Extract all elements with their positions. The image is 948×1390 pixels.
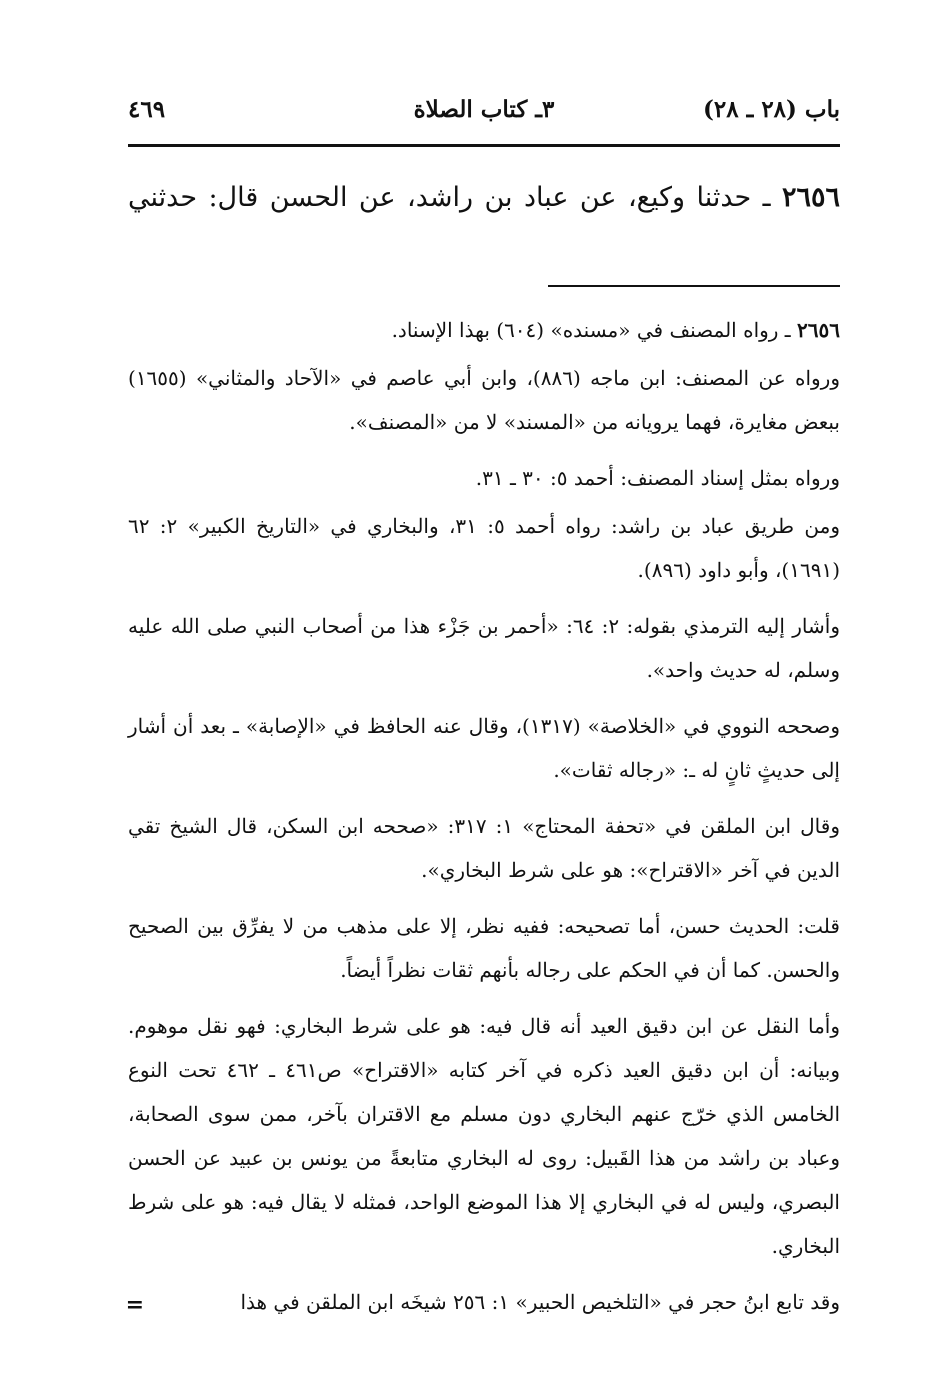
- footnote-paragraph-5: وأشار إليه الترمذي بقوله: ٢: ٦٤: «أحمر بن جَزْء هذا من أصحاب النبي صلى الله عليه وسلم، له حديث واحد».: [128, 614, 840, 682]
- footnote-separator: [548, 285, 840, 287]
- footnote-paragraph-1: ٢٦٥٦ ـ رواه المصنف في «مسنده» (٦٠٤) بهذا الإسناد.: [391, 318, 840, 342]
- page-header: [128, 96, 840, 136]
- book-page: [125, 0, 841, 1390]
- chapter-heading: باب (٢٨ ـ ٢٨): [702, 96, 840, 123]
- header-rule: [128, 144, 840, 147]
- footnote-number: ٢٦٥٦: [797, 318, 840, 342]
- page-number: ٤٦٩: [128, 96, 166, 123]
- footnote-paragraph-7: وقال ابن الملقن في «تحفة المحتاج» ١: ٣١٧: «صححه ابن السكن، قال الشيخ تقي الدين في آخر «الاقتراح»: هو على شرط البخاري».: [128, 814, 840, 882]
- footnote-paragraph-4: ومن طريق عباد بن راشد: رواه أحمد ٥: ٣١، والبخاري في «التاريخ الكبير» ٢: ٦٢ (١٦٩١)، وأبو داود (٨٩٦).: [128, 514, 840, 582]
- hadith-text: [128, 176, 840, 220]
- book-title: ٣ـ كتاب الصلاة: [413, 96, 555, 123]
- footnote-paragraph-8: قلت: الحديث حسن، أما تصحيحه: ففيه نظر، إلا على مذهب من لا يفرِّق بين الصحيح والحسن. كما أن في الحكم على رجاله بأنهم ثقات نظراً أيضاً.: [128, 914, 840, 982]
- continuation-mark: =: [125, 1292, 144, 1318]
- hadith-number: ٢٦٥٦: [781, 182, 840, 213]
- footnote-paragraph-10: وقد تابع ابنُ حجر في «التلخيص الحبير» ١: ٢٥٦ شيخَه ابن الملقن في هذا: [240, 1290, 840, 1314]
- footnote-paragraph-2: ورواه عن المصنف: ابن ماجه (٨٨٦)، وابن أبي عاصم في «الآحاد والمثاني» (١٦٥٥) ببعض مغايرة، فهما يرويانه من «المسند» لا من «المصنف».: [128, 366, 840, 434]
- hadith-body: ـ حدثنا وكيع، عن عباد بن راشد، عن الحسن قال: حدثني: [128, 182, 782, 213]
- footnotes: [125, 308, 841, 1336]
- footnote-paragraph-3: ورواه بمثل إسناد المصنف: أحمد ٥: ٣٠ ـ ٣١.: [475, 466, 840, 490]
- footnote-paragraph-9: وأما النقل عن ابن دقيق العيد أنه قال فيه: هو على شرط البخاري: فهو نقل موهوم. وبيانه: أن ابن دقيق العيد ذكره في آخر كتابه «الاقتراح» ص٤٦١ ـ ٤٦٢ تحت النوع الخامس الذي خرّج عنهم البخاري دون مسلم مع الاقتران بآخر، ممن سوى الصحابة، وعباد بن راشد من هذا القَبيل: روى له البخاري متابعةً من يونس بن عبيد عن الحسن البصري، وليس له في البخاري إلا هذا الموضع الواحد، فمثله لا يقال فيه: هو على شرط البخاري.: [128, 1014, 841, 1258]
- footnote-paragraph-6: وصححه النووي في «الخلاصة» (١٣١٧)، وقال عنه الحافظ في «الإصابة» ـ بعد أن أشار إلى حديثٍ ثانٍ له ـ: «رجاله ثقات».: [128, 714, 840, 782]
